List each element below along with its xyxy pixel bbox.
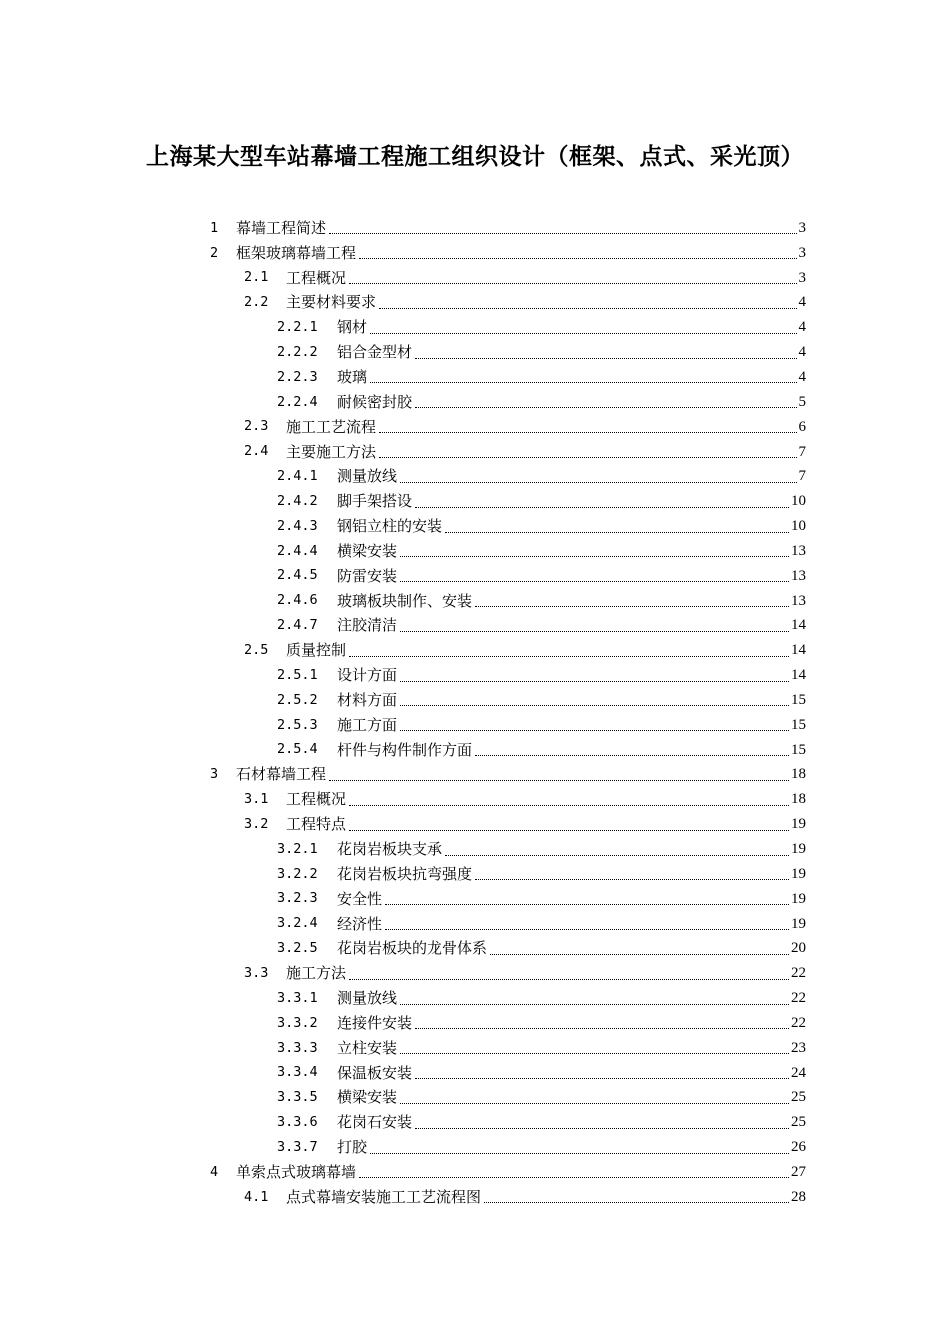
toc-entry-page-number: 22 [791,990,806,1007]
toc-entry[interactable] [277,738,806,763]
toc-entry-label: 点式幕墙安装施工工艺流程图 [286,1187,482,1206]
toc-dot-leader [415,1127,789,1129]
toc-entry-label: 框架玻璃幕墙工程 [236,243,357,262]
toc-entry[interactable] [244,291,806,316]
toc-entry-number: 2.4.3 [277,517,318,534]
toc-dot-leader [349,978,789,980]
toc-entry-label: 玻璃板块制作、安装 [337,591,473,610]
toc-entry[interactable] [277,564,806,589]
toc-entry-label: 横梁安装 [337,541,398,560]
toc-entry-number: 3.2.2 [277,865,318,882]
toc-entry-number: 3.3.4 [277,1064,318,1081]
toc-dot-leader [349,829,789,831]
toc-entry-page-number: 6 [798,418,806,435]
toc-entry-page-number: 14 [791,617,806,634]
toc-entry-number: 2.4.5 [277,567,318,584]
toc-entry-number: 4 [210,1163,219,1180]
toc-dot-leader [484,1201,789,1203]
toc-entry-number: 2 [210,244,219,261]
toc-entry-page-number: 14 [791,667,806,684]
toc-entry[interactable] [277,1061,806,1086]
toc-dot-leader [475,605,789,607]
toc-dot-leader [349,655,789,657]
toc-dot-leader [400,580,789,582]
toc-entry[interactable] [277,614,806,639]
toc-entry-number: 3 [210,766,219,783]
toc-dot-leader [415,1077,789,1079]
toc-dot-leader [490,953,789,955]
toc-entry-page-number: 22 [791,965,806,982]
toc-entry[interactable] [244,961,806,986]
toc-entry-number: 4.1 [244,1188,269,1205]
toc-dot-leader [329,232,796,234]
toc-entry-label: 连接件安装 [337,1013,413,1032]
toc-entry-number: 2.4.1 [277,468,318,485]
toc-entry[interactable] [277,1135,806,1160]
toc-entry-number: 2.5 [244,642,269,659]
toc-entry-label: 幕墙工程简述 [236,218,327,237]
toc-entry-page-number: 5 [798,393,806,410]
toc-entry-number: 3.3.7 [277,1138,318,1155]
toc-entry-label: 防雷安装 [337,566,398,585]
toc-dot-leader [349,804,789,806]
toc-entry-number: 3.2.5 [277,940,318,957]
toc-entry-number: 2.5.4 [277,741,318,758]
toc-entry-page-number: 14 [791,642,806,659]
toc-dot-leader [415,406,796,408]
toc-entry[interactable] [277,589,806,614]
toc-entry-number: 2.5.3 [277,716,318,733]
toc-dot-leader [400,704,789,706]
toc-entry-number: 3.2.3 [277,890,318,907]
toc-entry[interactable] [277,390,806,415]
toc-dot-leader [370,332,796,334]
toc-entry-label: 主要施工方法 [286,442,377,461]
toc-entry[interactable] [277,837,806,862]
toc-entry-page-number: 3 [798,269,806,286]
toc-entry-label: 横梁安装 [337,1088,398,1107]
toc-dot-leader [370,1152,789,1154]
toc-dot-leader [400,1102,789,1104]
toc-entry-label: 施工方面 [337,715,398,734]
toc-entry[interactable] [277,1110,806,1135]
toc-entry-number: 2.4.7 [277,617,318,634]
toc-entry-number: 2.5.2 [277,691,318,708]
toc-dot-leader [329,779,789,781]
toc-entry-label: 安全性 [337,889,383,908]
toc-entry[interactable] [277,1036,806,1061]
toc-entry[interactable] [244,787,806,812]
toc-entry-page-number: 19 [791,816,806,833]
toc-dot-leader [379,307,796,309]
toc-entry-number: 3.3.6 [277,1114,318,1131]
toc-dot-leader [400,729,789,731]
toc-entry-page-number: 4 [798,294,806,311]
toc-entry-page-number: 24 [791,1064,806,1081]
toc-entry-label: 工程概况 [286,268,347,287]
toc-dot-leader [415,1027,789,1029]
toc-entry[interactable] [277,1011,806,1036]
toc-entry-number: 2.2 [244,294,269,311]
toc-dot-leader [475,754,789,756]
toc-entry-number: 2.4.2 [277,492,318,509]
toc-dot-leader [359,257,796,259]
toc-dot-leader [385,928,789,930]
toc-entry-page-number: 27 [791,1163,806,1180]
toc-entry[interactable] [277,663,806,688]
toc-entry-label: 工程特点 [286,815,347,834]
toc-entry-label: 施工方法 [286,964,347,983]
toc-entry-page-number: 22 [791,1014,806,1031]
toc-dot-leader [349,282,796,284]
toc-entry-page-number: 7 [798,443,806,460]
toc-entry[interactable] [210,763,806,788]
toc-entry-label: 杆件与构件制作方面 [337,740,473,759]
toc-entry-page-number: 18 [791,791,806,808]
toc-entry[interactable] [277,887,806,912]
toc-entry-number: 2.4.6 [277,592,318,609]
toc-entry-page-number: 15 [791,716,806,733]
toc-entry-page-number: 19 [791,915,806,932]
toc-entry-page-number: 25 [791,1114,806,1131]
toc-entry-page-number: 25 [791,1089,806,1106]
toc-entry-page-number: 13 [791,567,806,584]
toc-entry[interactable] [244,638,806,663]
toc-entry-label: 钢铝立柱的安装 [337,517,443,536]
toc-dot-leader [385,903,789,905]
toc-entry[interactable] [244,1185,806,1210]
toc-entry-label: 钢材 [337,318,368,337]
toc-entry-label: 质量控制 [286,641,347,660]
toc-dot-leader [415,506,789,508]
toc-dot-leader [475,878,789,880]
toc-entry-number: 3.3 [244,964,269,981]
toc-entry-label: 单索点式玻璃幕墙 [236,1162,357,1181]
toc-entry[interactable] [210,241,806,266]
toc-entry-label: 耐候密封胶 [337,392,413,411]
toc-entry[interactable] [210,216,806,241]
toc-entry[interactable] [277,315,806,340]
toc-entry-label: 花岗岩板块抗弯强度 [337,864,473,883]
toc-entry-label: 工程概况 [286,790,347,809]
toc-entry[interactable] [277,365,806,390]
toc-entry-number: 3.3.3 [277,1039,318,1056]
toc-entry[interactable] [277,489,806,514]
toc-dot-leader [400,555,789,557]
toc-entry-number: 3.3.2 [277,1014,318,1031]
table-of-contents [0,216,950,1210]
toc-entry-page-number: 15 [791,691,806,708]
toc-entry-label: 注胶清洁 [337,616,398,635]
toc-entry-label: 玻璃 [337,367,368,386]
toc-entry-label: 测量放线 [337,989,398,1008]
toc-dot-leader [400,1003,789,1005]
toc-entry[interactable] [277,1086,806,1111]
toc-entry-number: 3.1 [244,791,269,808]
toc-entry-page-number: 19 [791,841,806,858]
toc-entry-page-number: 10 [791,518,806,535]
toc-dot-leader [445,531,789,533]
toc-entry-label: 经济性 [337,914,383,933]
toc-entry-page-number: 13 [791,592,806,609]
toc-dot-leader [400,481,796,483]
toc-entry-label: 花岗岩板块支承 [337,840,443,859]
toc-entry-number: 3.3.1 [277,989,318,1006]
toc-entry[interactable] [244,266,806,291]
toc-entry-page-number: 13 [791,542,806,559]
toc-entry[interactable] [277,514,806,539]
toc-entry[interactable] [244,812,806,837]
toc-entry[interactable] [244,415,806,440]
toc-entry-page-number: 7 [798,468,806,485]
document-title: 上海某大型车站幕墙工程施工组织设计（框架、点式、采光顶） [146,144,804,170]
toc-entry-page-number: 20 [791,940,806,957]
toc-entry-number: 3.3.5 [277,1089,318,1106]
toc-entry-page-number: 4 [798,344,806,361]
toc-entry[interactable] [277,936,806,961]
toc-dot-leader [445,854,789,856]
toc-entry[interactable] [277,688,806,713]
toc-entry[interactable] [277,862,806,887]
toc-dot-leader [359,1176,789,1178]
toc-entry-label: 立柱安装 [337,1038,398,1057]
toc-entry-number: 2.2.2 [277,343,318,360]
toc-entry[interactable] [277,912,806,937]
toc-entry-page-number: 3 [798,219,806,236]
toc-entry-page-number: 15 [791,741,806,758]
toc-dot-leader [400,1052,789,1054]
toc-dot-leader [400,680,789,682]
toc-entry-label: 主要材料要求 [286,293,377,312]
toc-entry-page-number: 26 [791,1139,806,1156]
toc-entry-label: 花岗岩板块的龙骨体系 [337,939,488,958]
toc-entry-number: 2.4.4 [277,542,318,559]
toc-entry-label: 设计方面 [337,666,398,685]
toc-entry[interactable] [277,464,806,489]
toc-entry-page-number: 28 [791,1188,806,1205]
toc-entry[interactable] [277,986,806,1011]
toc-dot-leader [415,357,796,359]
toc-dot-leader [370,381,796,383]
toc-entry-number: 2.3 [244,418,269,435]
toc-entry-number: 3.2 [244,815,269,832]
toc-entry-page-number: 4 [798,319,806,336]
toc-entry[interactable] [277,340,806,365]
toc-entry[interactable] [210,1160,806,1185]
toc-entry-number: 2.2.1 [277,319,318,336]
toc-entry-label: 铝合金型材 [337,343,413,362]
toc-entry-page-number: 10 [791,493,806,510]
toc-entry-label: 脚手架搭设 [337,492,413,511]
toc-dot-leader [400,630,789,632]
toc-entry[interactable] [277,713,806,738]
toc-entry-label: 测量放线 [337,467,398,486]
toc-entry-page-number: 23 [791,1039,806,1056]
toc-entry-page-number: 4 [798,368,806,385]
toc-entry[interactable] [277,539,806,564]
toc-entry-page-number: 3 [798,244,806,261]
toc-entry[interactable] [244,440,806,465]
toc-entry-label: 石材幕墙工程 [236,765,327,784]
toc-entry-label: 材料方面 [337,690,398,709]
toc-entry-label: 保温板安装 [337,1063,413,1082]
toc-entry-label: 打胶 [337,1138,368,1157]
toc-entry-number: 2.4 [244,443,269,460]
toc-entry-number: 3.2.1 [277,840,318,857]
toc-entry-number: 1 [210,219,219,236]
toc-entry-page-number: 19 [791,890,806,907]
toc-entry-label: 施工工艺流程 [286,417,377,436]
toc-entry-number: 2.1 [244,269,269,286]
toc-dot-leader [379,456,796,458]
toc-entry-page-number: 19 [791,865,806,882]
toc-entry-number: 3.2.4 [277,915,318,932]
toc-entry-number: 2.2.3 [277,368,318,385]
toc-entry-number: 2.2.4 [277,393,318,410]
toc-entry-label: 花岗石安装 [337,1113,413,1132]
toc-entry-page-number: 18 [791,766,806,783]
toc-entry-number: 2.5.1 [277,666,318,683]
toc-dot-leader [379,431,796,433]
